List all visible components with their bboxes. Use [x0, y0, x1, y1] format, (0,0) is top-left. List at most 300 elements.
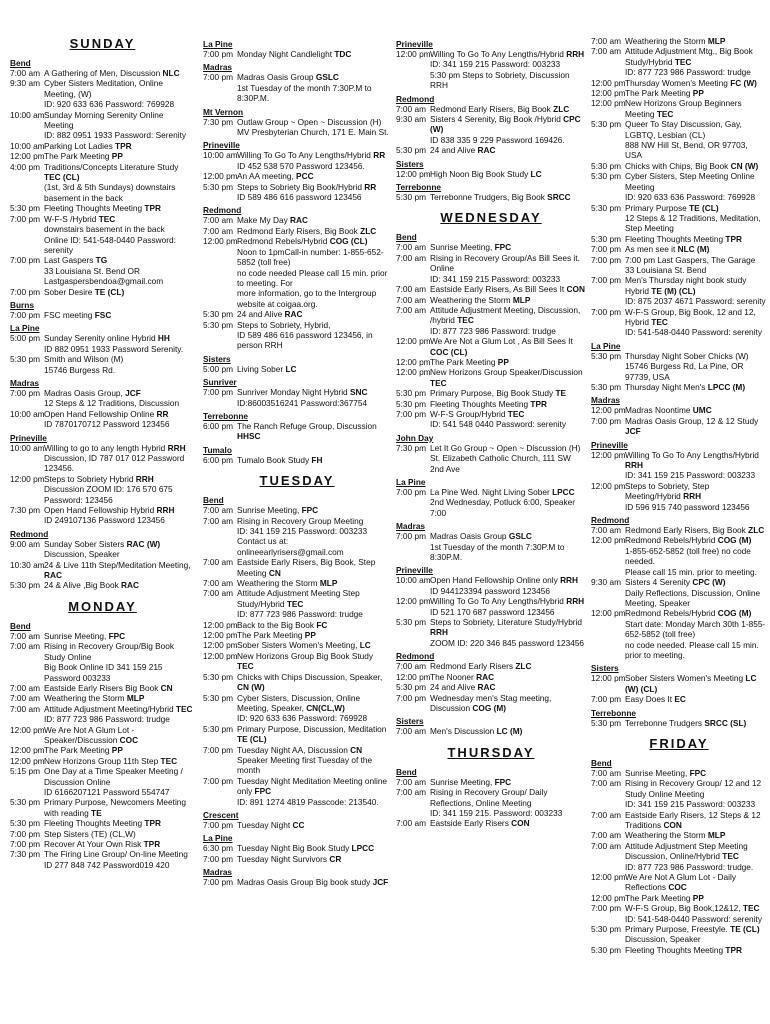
- group-code: TE (M) (CL): [651, 285, 696, 296]
- meeting-details: [625, 841, 767, 872]
- town-heading: Tumalo: [203, 444, 232, 455]
- meeting-entry: [591, 275, 767, 306]
- group-code: RRH: [156, 505, 175, 516]
- meeting-name: Tuesday Night CC: [237, 819, 305, 830]
- meeting-entry: [396, 777, 586, 787]
- meeting-details: [44, 580, 195, 590]
- group-code: LC: [530, 168, 542, 179]
- meeting-details: [430, 357, 586, 367]
- meeting-info: Daily Reflections, Discussion, Online Meeting, Speaker: [625, 587, 761, 608]
- meeting-details: [237, 505, 391, 515]
- meeting-entry: [203, 745, 391, 776]
- meeting-entry: [10, 354, 195, 375]
- meeting-time: 5:30 pm: [591, 160, 621, 171]
- meeting-entry: [591, 810, 767, 831]
- meeting-info: ID 589 486 616 password 123456, in person RRH: [237, 329, 373, 351]
- meeting-name: Terrebonne Trudgers SRCC (SL): [625, 717, 747, 728]
- meeting-details: [44, 704, 195, 725]
- meeting-entry: [396, 305, 586, 336]
- meeting-time: 7:30 pm: [10, 849, 40, 860]
- group-code: RAC: [121, 580, 140, 591]
- meeting-entry: [591, 945, 767, 955]
- meeting-entry: [10, 693, 195, 703]
- meeting-details: [625, 98, 767, 119]
- town-heading: Prineville: [203, 140, 240, 151]
- meeting-details: [237, 215, 391, 225]
- meeting-details: [237, 745, 391, 776]
- meeting-name: Madras Oasis Group GSLC: [430, 531, 532, 542]
- meeting-details: [625, 171, 767, 202]
- town-heading: Madras: [396, 521, 426, 532]
- meeting-time: 6:00 pm: [203, 420, 233, 431]
- group-code: PP: [111, 151, 123, 162]
- meeting-time: 7:00 am: [591, 830, 621, 841]
- group-code: RAC (W): [126, 538, 161, 549]
- meeting-name: Cyber Sisters Meditation, Online Meeting, (W): [44, 78, 163, 99]
- meeting-details: [44, 683, 195, 693]
- meeting-name: 7:00 pm Last Gaspers, The Garage: [625, 254, 756, 265]
- group-code: NLC: [162, 68, 180, 78]
- meeting-details: [44, 255, 195, 286]
- meeting-name: The Park Meeting PP: [44, 745, 123, 756]
- meeting-entry: [396, 49, 586, 91]
- meeting-time: 12:00 pm: [396, 596, 431, 607]
- meeting-info: 12 Steps & 12 Traditions, Discussion: [44, 398, 180, 409]
- meeting-time: 7:00 pm: [396, 487, 426, 497]
- meeting-name: Redmond Early Risers, Big Book ZLC: [430, 103, 570, 114]
- meeting-details: [625, 450, 767, 481]
- meeting-entry: [203, 387, 391, 408]
- meeting-name: Redmond Rebels/Hybrid COG (M): [625, 535, 752, 546]
- town-heading: La Pine: [203, 39, 233, 49]
- meeting-entry: [203, 651, 391, 672]
- meeting-name: One Day at a Time Speaker Meeting / Discussion Online: [44, 766, 183, 787]
- meeting-entry: [396, 596, 586, 617]
- meeting-entry: [10, 839, 195, 849]
- meeting-details: [44, 756, 195, 766]
- meeting-time: 5:30 pm: [203, 671, 233, 682]
- group-code: FC: [316, 619, 328, 630]
- group-code: TPR: [530, 398, 548, 409]
- meeting-details: [430, 726, 586, 736]
- meeting-time: 12:00 pm: [591, 535, 626, 546]
- meeting-time: 5:30 pm: [203, 319, 233, 330]
- meeting-details: [430, 388, 586, 398]
- meeting-entry: [591, 768, 767, 778]
- meeting-name: Terrebonne Trudgers, Big Book SRCC: [430, 192, 571, 203]
- group-code: CON: [511, 818, 530, 829]
- meeting-entry: [591, 718, 767, 728]
- group-code: TE (CL): [689, 202, 719, 213]
- meeting-entry: [10, 849, 195, 870]
- meeting-time: 7:00 pm: [591, 415, 621, 426]
- meeting-details: [237, 820, 391, 830]
- meeting-entry: [203, 72, 391, 103]
- meeting-details: [237, 320, 391, 351]
- group-code: MLP: [126, 693, 145, 704]
- meeting-name: Steps to Sobriety Hybrid RRH: [44, 473, 154, 484]
- meeting-info: 1-855-652-5852 (toll free) no code needed.: [625, 545, 751, 567]
- meeting-time: 7:00 pm: [591, 275, 621, 286]
- meeting-entry: [591, 450, 767, 481]
- meeting-time: 7:00 am: [396, 103, 426, 114]
- meeting-entry: [10, 287, 195, 297]
- meeting-entry: [591, 255, 767, 276]
- meeting-info: ID: 341 159 215 Password: 003233: [625, 799, 756, 810]
- meeting-details: [44, 839, 195, 849]
- meeting-entry: [591, 577, 767, 608]
- meeting-time: 7:00 am: [396, 294, 426, 305]
- group-code: TEC: [175, 703, 193, 714]
- town-heading: Redmond: [396, 93, 435, 104]
- meeting-time: 12:00 pm: [396, 49, 431, 59]
- meeting-name: Outlaw Group ~ Open ~ Discussion (H): [237, 116, 382, 127]
- meeting-entry: [203, 557, 391, 578]
- group-code: COG (M): [717, 535, 752, 546]
- group-code: RRH: [135, 473, 154, 484]
- meeting-entry: [10, 78, 195, 109]
- meeting-details: [430, 145, 586, 155]
- meeting-entry: [396, 575, 586, 596]
- group-code: TPR: [725, 944, 743, 955]
- meeting-info: 1st Tuesday of the month 7:30P.M to 8:30P.M.: [430, 541, 565, 563]
- meeting-time: 5:30 pm: [396, 617, 426, 628]
- meeting-name: The Park Meeting PP: [625, 892, 704, 903]
- meeting-details: [430, 169, 586, 179]
- group-code: TE (CL): [237, 734, 267, 745]
- meeting-time: 5:30 pm: [10, 354, 40, 365]
- meeting-time: 7:00 pm: [396, 692, 426, 703]
- meeting-entry: [10, 255, 195, 286]
- group-code: RRH: [683, 491, 702, 502]
- group-code: RRH: [560, 575, 579, 586]
- meeting-info: Start date: Monday March 30th 1-855-652-5852 (toll free): [625, 618, 766, 640]
- meeting-time: 7:00 am: [203, 557, 233, 568]
- town-heading: Madras: [10, 377, 40, 388]
- meeting-entry: [10, 756, 195, 766]
- meeting-details: [237, 630, 391, 640]
- meeting-name: [44, 203, 195, 213]
- meeting-name: Sisters 4 Serenity, Big Book /Hybrid CPC (W): [430, 114, 581, 135]
- group-code: CON: [566, 284, 585, 295]
- meeting-name: Sober Sisters Women's Meeting LC (W) (CL): [625, 673, 757, 694]
- meeting-name: Attitude Adjustment Meeting/Hybrid TEC: [44, 703, 193, 714]
- column-4: [591, 36, 767, 955]
- group-code: PP: [304, 630, 316, 641]
- meeting-name: Open Hand Fellowship Hybrid RRH: [44, 505, 175, 516]
- meeting-details: [625, 405, 767, 415]
- meeting-info: Discussion ZOOM ID: 176 570 675 Password: 123456: [44, 484, 173, 505]
- group-code: CR: [329, 853, 342, 864]
- meeting-time: 7:00 am: [396, 284, 426, 295]
- group-code: TDC: [334, 49, 352, 59]
- meeting-time: 7:00 pm: [203, 49, 233, 59]
- meeting-entry: [10, 141, 195, 151]
- meeting-name: Madras Oasis Group GSLC: [237, 72, 339, 83]
- meeting-name: Let It Go Group ~ Open ~ Discussion (H): [430, 442, 581, 453]
- town-heading: Madras: [203, 62, 233, 73]
- meeting-time: 7:00 pm: [591, 903, 621, 914]
- meeting-details: [237, 557, 391, 578]
- group-code: ZLC: [515, 661, 532, 672]
- meeting-entry: [10, 683, 195, 693]
- group-code: CN: [160, 682, 173, 693]
- meeting-details: [237, 309, 391, 319]
- meeting-time: 5:30 pm: [203, 692, 233, 703]
- meeting-info: ID: 891 1274 4819 Passcode: 213540.: [237, 796, 379, 807]
- meeting-time: 5:30 pm: [203, 181, 233, 192]
- meeting-name: Rising in Recovery Group/Big Book Study Online: [44, 641, 175, 662]
- group-code: TPR: [144, 203, 162, 214]
- town-heading: Bend: [10, 620, 31, 631]
- group-code: TG: [95, 255, 108, 266]
- meeting-time: 12:00 pm: [203, 171, 238, 182]
- meeting-entry: [203, 693, 391, 724]
- meeting-info: ID 277 848 742 Password019 420: [44, 859, 170, 870]
- meeting-time: 7:00 pm: [10, 309, 40, 320]
- meeting-name: Tuesday Night Survivors CR: [237, 853, 342, 864]
- meeting-entry: [396, 114, 586, 145]
- town-heading: Redmond: [203, 205, 242, 216]
- meeting-time: 7:00 am: [591, 840, 621, 851]
- meeting-details: [625, 903, 767, 924]
- meeting-entry: [203, 578, 391, 588]
- meeting-time: 5:30 pm: [591, 350, 621, 361]
- meeting-details: [625, 203, 767, 234]
- meeting-time: 7:30 pm: [10, 505, 40, 516]
- meeting-name: Rising in Recovery Group/ 12 and 12 Study Online Meeting: [625, 778, 762, 799]
- meeting-info: no code needed Please call 15 min. prior to meeting. For: [237, 267, 388, 288]
- meeting-time: 12:00 pm: [10, 745, 45, 756]
- town-heading: Bend: [591, 757, 612, 768]
- meeting-time: 7:00 am: [10, 630, 40, 641]
- group-code: CN (W): [237, 682, 265, 693]
- town-heading: La Pine: [203, 833, 233, 844]
- meeting-name: An AA meeting, PCC: [237, 171, 314, 182]
- meeting-time: 7:00 am: [10, 693, 40, 704]
- meeting-details: [625, 830, 767, 840]
- meeting-entry: [203, 776, 391, 807]
- meeting-entry: [203, 640, 391, 650]
- meeting-name: Thursday Night Men's LPCC (M): [625, 382, 746, 392]
- group-code: UMC: [692, 405, 712, 416]
- meeting-details: [430, 49, 586, 91]
- meeting-time: 12:00 pm: [396, 356, 431, 367]
- meeting-info: 33 Louisiana St. Bend OR: [44, 265, 140, 276]
- meeting-info: 12 Steps & 12 Traditions, Meditation, Step Meeting: [625, 212, 761, 234]
- meeting-name: Madras Oasis Group Big book study JCF: [237, 877, 389, 888]
- meeting-entry: [10, 704, 195, 725]
- meeting-entry: [203, 236, 391, 309]
- meeting-time: 5:30 pm: [591, 924, 621, 935]
- meeting-time: 7:00 am: [396, 252, 426, 263]
- group-code: PP: [692, 88, 704, 99]
- meeting-entry: [396, 145, 586, 155]
- meeting-time: 5:30 pm: [203, 309, 233, 320]
- meeting-info: ID: 875 2037 4671 Password: serenity: [625, 296, 766, 307]
- meeting-time: 7:00 am: [203, 578, 233, 589]
- meeting-time: 5:30 pm: [10, 203, 40, 214]
- meeting-time: 7:00 am: [591, 46, 621, 57]
- meeting-details: [625, 768, 767, 778]
- meeting-time: 7:00 am: [203, 215, 233, 226]
- meeting-details: [44, 388, 195, 409]
- meeting-details: [430, 253, 586, 284]
- meeting-time: 10:00 am: [396, 575, 431, 586]
- meeting-info: ID:86003516241 Password:367754: [237, 397, 368, 408]
- meeting-details: [625, 234, 767, 244]
- town-heading: Bend: [396, 232, 417, 243]
- town-heading: Prineville: [591, 439, 628, 450]
- meeting-details: [430, 682, 586, 692]
- meeting-entry: [396, 242, 586, 252]
- meeting-details: [44, 560, 195, 581]
- meeting-name: Cyber Sisters, Discussion, Online Meeting, Speaker, CN(CL,W): [237, 692, 361, 713]
- group-code: MLP: [319, 578, 338, 589]
- meeting-info: ID: 920 633 636 Password: 769928: [625, 192, 756, 203]
- meeting-time: 7:00 pm: [203, 853, 233, 864]
- meeting-time: 7:00 am: [591, 767, 621, 778]
- meeting-details: [625, 382, 767, 392]
- group-code: LC: [285, 363, 297, 374]
- meeting-name: Step Sisters (TE) (CL,W): [44, 828, 136, 839]
- meeting-details: [237, 387, 391, 408]
- meeting-entry: [10, 68, 195, 78]
- meeting-name: 24 & Alive ,Big Book RAC: [44, 580, 140, 591]
- meeting-entry: [396, 295, 586, 305]
- meeting-info: ID 944123394 password 123456: [430, 585, 550, 596]
- meeting-details: [44, 797, 195, 818]
- meeting-details: [237, 516, 391, 558]
- group-code: FPC: [254, 786, 272, 797]
- meeting-name: Primary Purpose, Big Book Study TE: [430, 388, 567, 399]
- meeting-name: The Park Meeting PP: [237, 630, 316, 641]
- town-heading: Terrebonne: [203, 410, 249, 421]
- group-code: ZLC: [748, 525, 765, 536]
- meeting-entry: [396, 192, 586, 202]
- meeting-time: 7:00 pm: [591, 694, 621, 705]
- meeting-details: [625, 535, 767, 577]
- meeting-name-text: The Park Meeting: [44, 151, 110, 162]
- meeting-info: ID: 341 159 215 Password: 003233: [430, 59, 561, 70]
- meeting-info: Discussion, Speaker: [44, 549, 120, 560]
- meeting-time: 7:00 am: [10, 703, 40, 714]
- meeting-details: [625, 351, 767, 382]
- meeting-time: 12:00 pm: [396, 168, 431, 179]
- meeting-entry: [396, 682, 586, 692]
- meeting-time: 5:30 pm: [396, 145, 426, 156]
- group-code: TPR: [115, 140, 132, 151]
- meeting-details: [44, 818, 195, 828]
- meeting-time: 7:00 pm: [203, 877, 233, 888]
- meeting-details: [237, 171, 391, 181]
- meeting-entry: [203, 877, 391, 887]
- meeting-time: 12:00 pm: [591, 449, 626, 460]
- town-heading: La Pine: [396, 477, 426, 487]
- meeting-name: Willing To Go To Any Lengths/Hybrid RRH: [625, 449, 759, 471]
- meeting-entry: [203, 516, 391, 558]
- meeting-name: Rising in Recovery Group Meeting: [237, 515, 364, 526]
- meeting-info: Contact us at: onlineearlyrisers@gmail.com: [237, 536, 344, 557]
- meeting-info: ID: 877 723 986 Password: trudge: [430, 325, 556, 336]
- meeting-details: [44, 354, 195, 375]
- day-heading: THURSDAY: [447, 744, 535, 760]
- meeting-details: [44, 725, 195, 746]
- group-code: TPR: [144, 818, 162, 829]
- town-heading: Sisters: [591, 663, 619, 674]
- meeting-entry: [591, 203, 767, 234]
- meeting-details: [237, 455, 391, 465]
- meeting-entry: [10, 725, 195, 746]
- meeting-name: Willing To Go To Any Lengths/Hybrid RR: [237, 150, 386, 161]
- meeting-info: Online ID: 541-548-0440 Password: serenity: [44, 234, 176, 255]
- town-heading: John Day: [396, 432, 434, 443]
- meeting-details: [625, 924, 767, 945]
- meeting-details: [237, 640, 391, 650]
- meeting-time: 7:00 am: [396, 726, 426, 737]
- meeting-details: [625, 872, 767, 893]
- meeting-name: Monday Night Candlelight TDC: [237, 49, 352, 59]
- group-code: LPCC (M): [707, 382, 746, 392]
- meeting-time: 12:00 pm: [591, 98, 626, 109]
- meeting-name: Living Sober LC: [237, 363, 297, 374]
- meeting-details: [237, 72, 391, 103]
- meeting-details: [430, 399, 586, 409]
- meeting-entry: [203, 505, 391, 515]
- meeting-details: [430, 242, 586, 252]
- meeting-info: Discussion, ID 787 017 012 Password 123456.: [44, 453, 185, 474]
- meeting-time: 7:00 am: [396, 776, 426, 787]
- meeting-entry: [591, 903, 767, 924]
- meeting-entry: [591, 694, 767, 704]
- day-heading: MONDAY: [68, 598, 137, 614]
- meeting-name: The Park Meeting PP: [430, 356, 509, 367]
- meeting-name: We Are Not A Glum Lot - Daily Reflections COC: [625, 872, 736, 893]
- meeting-details: [430, 818, 586, 828]
- group-code: TEC: [430, 377, 447, 388]
- meeting-time: 7:00 pm: [591, 244, 621, 255]
- meeting-entry: [396, 693, 586, 714]
- town-heading: Crescent: [203, 809, 239, 820]
- meeting-name: Thursday Night Sober Chicks (W): [625, 350, 749, 361]
- meeting-details: [237, 364, 391, 374]
- meeting-name: Primary Purpose TE (CL): [625, 202, 719, 213]
- meeting-entry: [591, 405, 767, 415]
- meeting-name: Willing To Go To Any Lengths/Hybrid RRH: [430, 49, 585, 59]
- meeting-name: Tuesday Night AA, Discussion CN: [237, 744, 363, 755]
- group-code: TEC: [237, 661, 254, 672]
- meeting-time: 12:00 pm: [591, 608, 626, 619]
- meeting-name: Sunrise Meeting, FPC: [237, 505, 319, 516]
- meeting-details: [237, 877, 391, 887]
- meeting-time: 10:00 am: [10, 408, 45, 419]
- group-code: TE: [91, 807, 102, 818]
- group-code: CN: [350, 744, 363, 755]
- meeting-time: 5:30 pm: [591, 944, 621, 955]
- group-code: TEC: [742, 903, 760, 914]
- meeting-details: [430, 305, 586, 336]
- meeting-details: [430, 693, 586, 714]
- meeting-info: ID: 341 159 215 Password: 003233: [237, 526, 368, 536]
- meeting-name: Thursday Women's Meeting FC (W): [625, 77, 757, 88]
- town-heading: Bend: [10, 58, 31, 68]
- meeting-entry: [203, 226, 391, 236]
- meeting-time: 7:00 am: [203, 225, 233, 236]
- meeting-details: [44, 151, 195, 161]
- meeting-entry: [10, 151, 195, 161]
- meeting-info: Discussion, Speaker: [625, 934, 701, 945]
- meeting-info: (1st, 3rd & 5th Sundays) downstairs basement in the back: [44, 182, 176, 203]
